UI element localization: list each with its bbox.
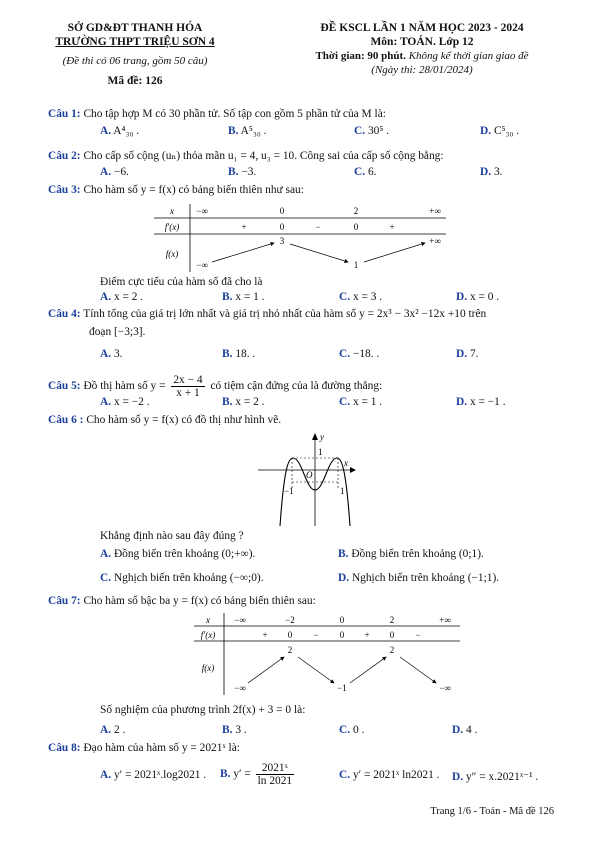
graph-x-minus-one: −1 [284,486,294,496]
bbt-f-value: −∞ [234,683,246,693]
question-1 [48,108,386,120]
option-a: A. −6. [100,166,129,178]
option-b: B. 18. . [222,348,256,360]
option-a: A. Đồng biến trên khoảng (0;+∞). [100,548,256,560]
bbt-x-value: 2 [353,206,359,216]
fraction [171,374,204,399]
option-d: D. 3. [480,166,503,178]
fraction-denominator: ln 2021 [257,775,293,787]
pages-note: (Đề thi có 06 trang, gồm 50 câu) [62,55,208,67]
option-d: D. Nghịch biến trên khoảng (−1;1). [338,572,500,584]
question-7-prompt: Số nghiệm của phương trình 2f(x) + 3 = 0 là: [100,704,306,716]
option-a: A. 3. [100,348,123,360]
question-text: Cho tập hợp M có 30 phần tử. Số tập con gồm 5 phần tử của M là: [83,108,386,120]
bbt-x-value: −∞ [196,206,208,216]
option-b: B. x = 1 . [222,291,265,303]
question-7: Câu 7: Cho hàm số bậc ba y = f(x) có bảng biến thiên sau: [48,595,316,607]
question-2: Câu 2: Cho cấp số cộng (uₙ) thỏa mãn u₁ = 4, u₃ = 10. Công sai của cấp số cộng bằng: [48,150,444,162]
question-text: Đạo hàm của hàm số y = 2021ˣ là: [83,742,240,754]
option-c: C. 0 . [339,724,365,736]
question-4: Câu 4: Tính tổng của giá trị lớn nhất và giá trị nhỏ nhất của hàm số y = 2x³ − 3x² −12x +10 trên [48,308,487,320]
function-graph-q6 [250,430,360,530]
fraction-denominator: x + 1 [176,387,200,399]
bbt-sign: + [262,630,268,640]
option-c: C. x = 3 . [339,291,383,303]
bbt-x-value: 2 [389,615,395,625]
option-d: D. 4 . [452,724,478,736]
bbt-f-value: 3 [279,236,285,246]
fraction-numerator: 2x − 4 [173,374,203,386]
option-c: C. 30⁵ . [354,125,389,137]
graph-y-label: y [320,432,324,442]
option-c: C. x = 1 . [339,396,383,408]
question-6-prompt: Khẳng định nào sau đây đúng ? [100,530,244,542]
question-5: Câu 5: Đồ thị hàm số y = $\frac{2x - 4}{x + 1}$ có tiệm cận đứng của là đường thẳng: [48,374,383,399]
bbt-x-label: x [206,615,210,625]
bbt-sign: − [415,630,421,640]
bbt-sign: + [389,222,395,232]
question-text: Tính tổng của giá trị lớn nhất và giá trị nhỏ nhất của hàm số y = 2x³ − 3x² −12x +10 trên [83,308,487,320]
bbt-x-value: +∞ [429,206,441,216]
option-b: B. A⁵₃₀ . [228,125,267,137]
exam-date: (Ngày thi: 28/01/2024) [371,64,473,76]
bbt-fp-label: f′(x) [164,222,180,232]
option-b: B. x = 2 . [222,396,265,408]
option-c: C. Nghịch biến trên khoảng (−∞;0). [100,572,264,584]
question-4-line2: đoạn [−3;3]. [89,326,146,338]
bbt-x-value: 0 [279,206,285,216]
bbt-x-value: +∞ [439,615,451,625]
time-italic: Không kể thời gian giao đề [408,50,529,62]
option-c: C. −18. . [339,348,380,360]
bbt-f-label: f(x) [165,249,179,259]
bbt-f-value: 1 [353,260,359,270]
school-name: TRƯỜNG THPT TRIỆU SƠN 4 [55,36,215,48]
bbt-sign: − [313,630,319,640]
option-b: B. 3 . [222,724,247,736]
option-b: B. −3. [228,166,257,178]
option-a: A. x = 2 . [100,291,144,303]
question-text: Cho hàm số y = f(x) có đồ thị như hình vẽ. [86,414,282,426]
bbt-x-value: −2 [285,615,295,625]
bbt-f-value: −∞ [196,260,208,270]
bbt-f-label: f(x) [201,663,215,673]
option-a: A. x = −2 . [100,396,150,408]
question-3-prompt: Điểm cực tiểu của hàm số đã cho là [100,276,263,288]
graph-x-label: x [344,458,348,468]
option-d: D. C⁵₃₀ . [480,125,520,137]
question-text: Đồ thị hàm số y = [83,380,166,393]
question-text: Cho hàm số bậc ba y = f(x) có bảng biến thiên sau: [83,595,316,607]
bbt-x-label: x [170,206,174,216]
question-6: Câu 6 : Cho hàm số y = f(x) có đồ thị như hình vẽ. [48,414,282,426]
bbt-fp-label: f′(x) [200,630,216,640]
question-text: Cho hàm số y = f(x) có bảng biến thiên như sau: [83,184,304,196]
variation-table-q3 [150,202,450,274]
bbt-x-value: 0 [339,615,345,625]
bbt-f-value: 2 [389,645,395,655]
bbt-sign: 0 [339,630,345,640]
option-d: D. x = 0 . [456,291,500,303]
exam-title: ĐỀ KSCL LẦN 1 NĂM HỌC 2023 - 2024 [320,22,524,34]
exam-subject: Môn: TOÁN. Lớp 12 [370,36,474,48]
option-c: C. y′ = 2021ˣ ln2021 . [339,769,440,781]
option-d: D. x = −1 . [456,396,506,408]
graph-x-one: 1 [340,486,345,496]
page-footer: Trang 1/6 - Toán - Mã đề 126 [430,806,554,817]
bbt-f-value: +∞ [429,236,441,246]
exam-code: Mã đề: 126 [107,75,163,87]
option-d: D. y″ = x.2021ˣ⁻¹ . [452,771,539,783]
graph-origin-label: O [306,470,313,480]
bbt-sign: 0 [279,222,285,232]
option-a: A. 2 . [100,724,126,736]
question-8: Câu 8: Đạo hàm của hàm số y = 2021ˣ là: [48,742,240,754]
question-text-2: có tiệm cận đứng của là đường thẳng: [210,380,383,393]
option-a: A. y′ = 2021ˣ.log2021 . [100,769,207,781]
option-d: D. 7. [456,348,479,360]
option-a: A. A⁴₃₀ . [100,125,140,137]
time-bold: Thời gian: 90 phút. [315,50,406,62]
bbt-sign: 0 [389,630,395,640]
exam-time [262,50,582,62]
bbt-f-value: −∞ [439,683,451,693]
bbt-sign: + [364,630,370,640]
bbt-x-value: −∞ [234,615,246,625]
bbt-sign: 0 [287,630,293,640]
bbt-sign: − [315,222,321,232]
bbt-sign: + [241,222,247,232]
fraction-numerator: 2021ˣ [256,762,295,775]
option-c: C. 6. [354,166,377,178]
bbt-f-value: −1 [337,683,347,693]
option-b: B. y′ = $\frac{\text{2021ˣ}}{\ln 2021}$ [220,762,293,787]
option-b: B. Đồng biến trên khoảng (0;1). [338,548,484,560]
department-name: SỞ GD&ĐT THANH HÓA [67,22,203,34]
question-label: Câu 1: [48,108,81,120]
question-3: Câu 3: Cho hàm số y = f(x) có bảng biến thiên như sau: [48,184,304,196]
bbt-f-value: 2 [287,645,293,655]
bbt-sign: 0 [353,222,359,232]
graph-y-one: 1 [318,447,323,457]
fraction [256,762,295,787]
question-text: Cho cấp số cộng (uₙ) thỏa mãn u₁ = 4, u₃ = 10. Công sai của cấp số cộng bằng: [83,150,444,162]
variation-table-q7 [192,611,462,697]
